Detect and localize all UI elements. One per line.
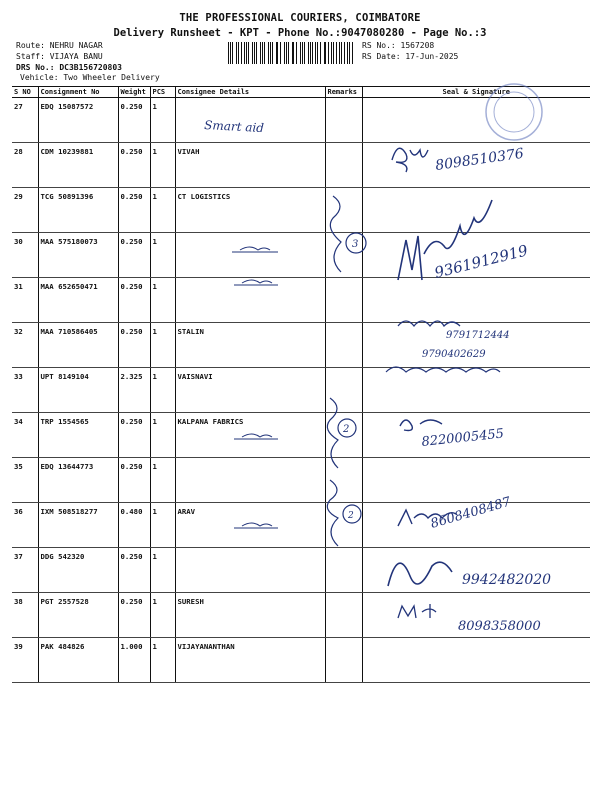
drs-number: DRS No.: DC3B156720803 [16,63,122,72]
cell-remarks [325,188,362,233]
table-row [12,638,590,683]
col-pcs: PCS [150,87,175,98]
cell-sno: 33 [12,368,38,413]
barcode [228,42,355,64]
table-row [12,323,590,368]
hw-phone-row39: 8098358000 [458,619,541,634]
barcode-bar [339,42,340,64]
rs-date: RS Date: 17-Jun-2025 [362,52,459,61]
hw-phone-row37: 8608408487 [428,494,513,532]
barcode-bar [308,42,309,64]
cell-weight: 0.250 [118,548,150,593]
cell-pcs: 1 [150,503,175,548]
cell-weight: 0.250 [118,188,150,233]
rs-number: RS No.: 1567208 [362,41,435,50]
cell-remarks [325,638,362,683]
cell-remarks [325,458,362,503]
cell-seal-signature [362,413,590,458]
cell-remarks [325,143,362,188]
cell-consignee: VIVAH [175,143,325,188]
cell-weight: 0.250 [118,278,150,323]
table-row [12,188,590,233]
cell-weight: 0.250 [118,323,150,368]
cell-seal-signature [362,593,590,638]
table-header-row [12,87,590,98]
barcode-bar [331,42,332,64]
cell-consignee: VIJAYANANTHAN [175,638,325,683]
cell-remarks [325,593,362,638]
cell-consignment: EDQ 15087572 [38,98,118,143]
table-row [12,593,590,638]
barcode-bar [248,42,249,64]
barcode-bar [228,42,229,64]
cell-sno: 29 [12,188,38,233]
cell-pcs: 1 [150,368,175,413]
cell-consignee [175,98,325,143]
count-circle-1-text: 3 [352,239,359,250]
cell-consignment: DDG 542320 [38,548,118,593]
cell-consignee: ARAV [175,503,325,548]
cell-consignee [175,233,325,278]
cell-sno: 37 [12,548,38,593]
cell-seal-signature [362,548,590,593]
barcode-bar [256,42,257,64]
barcode-bar [280,42,281,64]
count-circle-3-text: 2 [348,511,354,521]
table-row [12,368,590,413]
cell-pcs: 1 [150,323,175,368]
cell-weight: 0.250 [118,458,150,503]
cell-weight: 0.250 [118,233,150,278]
cell-seal-signature [362,143,590,188]
cell-sno: 30 [12,233,38,278]
vehicle-label: Vehicle: Two Wheeler Delivery [20,73,160,82]
cell-remarks [325,548,362,593]
cell-weight: 2.325 [118,368,150,413]
cell-sno: 39 [12,638,38,683]
cell-consignment: MAA 710586405 [38,323,118,368]
cell-seal-signature [362,503,590,548]
table-row [12,458,590,503]
runsheet-subtitle: Delivery Runsheet - KPT - Phone No.:9047080280 - Page No.:3 [113,27,487,39]
cell-remarks [325,278,362,323]
cell-sno: 28 [12,143,38,188]
cell-seal-signature [362,323,590,368]
cell-weight: 0.250 [118,98,150,143]
col-remarks: Remarks [325,87,362,98]
cell-pcs: 1 [150,278,175,323]
staff-label: Staff: VIJAYA BANU [16,52,103,61]
cell-pcs: 1 [150,593,175,638]
cell-weight: 0.250 [118,413,150,458]
cell-pcs: 1 [150,548,175,593]
cell-remarks [325,233,362,278]
hw-phone-row35: 8220005455 [420,426,505,450]
cell-sno: 31 [12,278,38,323]
cell-weight: 0.250 [118,143,150,188]
barcode-bar [236,42,237,64]
cell-remarks [325,98,362,143]
cell-pcs: 1 [150,458,175,503]
cell-seal-signature [362,278,590,323]
cell-sno: 38 [12,593,38,638]
barcode-bar [252,42,253,64]
cell-consignment: CDM 10239881 [38,143,118,188]
hw-phone-row28: 8098510376 [434,145,525,174]
barcode-bar [264,42,265,64]
cell-consignee: SURESH [175,593,325,638]
cell-consignee: STALIN [175,323,325,368]
table-row [12,143,590,188]
table-row [12,98,590,143]
cell-pcs: 1 [150,638,175,683]
cell-consignee: CT LOGISTICS [175,188,325,233]
cell-sno: 34 [12,413,38,458]
table-row [12,548,590,593]
cell-seal-signature [362,188,590,233]
cell-pcs: 1 [150,143,175,188]
col-weight: Weight [118,87,150,98]
col-consignee: Consignee Details [175,87,325,98]
cell-sno: 36 [12,503,38,548]
table-row [12,233,590,278]
barcode-bar [349,42,350,64]
cell-consignment: PGT 2557528 [38,593,118,638]
cell-consignment: PAK 484826 [38,638,118,683]
hw-row27-name: Smart aid [203,118,265,136]
hw-phone-row33: 9790402629 [422,349,486,360]
cell-pcs: 1 [150,98,175,143]
hw-phone-row38: 9942482020 [462,572,552,588]
cell-sno: 35 [12,458,38,503]
barcode-bar [296,42,297,64]
cell-consignment: TCG 50891396 [38,188,118,233]
cell-seal-signature [362,98,590,143]
table-row [12,413,590,458]
cell-remarks [325,503,362,548]
table-row [12,503,590,548]
cell-consignment: MAA 575180073 [38,233,118,278]
cell-pcs: 1 [150,188,175,233]
cell-weight: 1.000 [118,638,150,683]
barcode-bar [304,42,305,64]
cell-consignee [175,548,325,593]
cell-remarks [325,413,362,458]
cell-consignment: IXM 508518277 [38,503,118,548]
barcode-bar [238,42,239,64]
cell-sno: 27 [12,98,38,143]
barcode-bar [341,42,342,64]
col-sno: S NO [12,87,38,98]
cell-remarks [325,323,362,368]
cell-pcs: 1 [150,413,175,458]
cell-seal-signature [362,233,590,278]
cell-consignee [175,458,325,503]
barcode-bar [272,42,273,64]
cell-remarks [325,368,362,413]
cell-pcs: 1 [150,233,175,278]
count-circle-2-text: 2 [343,424,350,435]
barcode-bar [317,42,318,64]
cell-consignment: UPT 8149104 [38,368,118,413]
cell-consignee: VAISNAVI [175,368,325,413]
cell-consignee: KALPANA FABRICS [175,413,325,458]
barcode-bar [324,42,325,64]
table-row [12,278,590,323]
barcode-bar [277,42,278,64]
cell-weight: 0.480 [118,503,150,548]
barcode-bar [292,42,293,64]
route-label: Route: NEHRU NAGAR [16,41,103,50]
cell-seal-signature [362,638,590,683]
cell-seal-signature [362,458,590,503]
cell-consignment: EDQ 13644773 [38,458,118,503]
hw-phone-row30: 9361912919 [432,241,530,282]
cell-consignee [175,278,325,323]
col-seal-signature: Seal & Signature [362,87,590,98]
cell-seal-signature [362,368,590,413]
runsheet-table [12,86,590,683]
cell-sno: 32 [12,323,38,368]
cell-consignment: MAA 652650471 [38,278,118,323]
hw-phone-row32: 9791712444 [446,330,510,341]
company-title: THE PROFESSIONAL COURIERS, COIMBATORE [179,12,421,24]
col-consignment: Consignment No [38,87,118,98]
cell-weight: 0.250 [118,593,150,638]
cell-consignment: TRP 1554565 [38,413,118,458]
